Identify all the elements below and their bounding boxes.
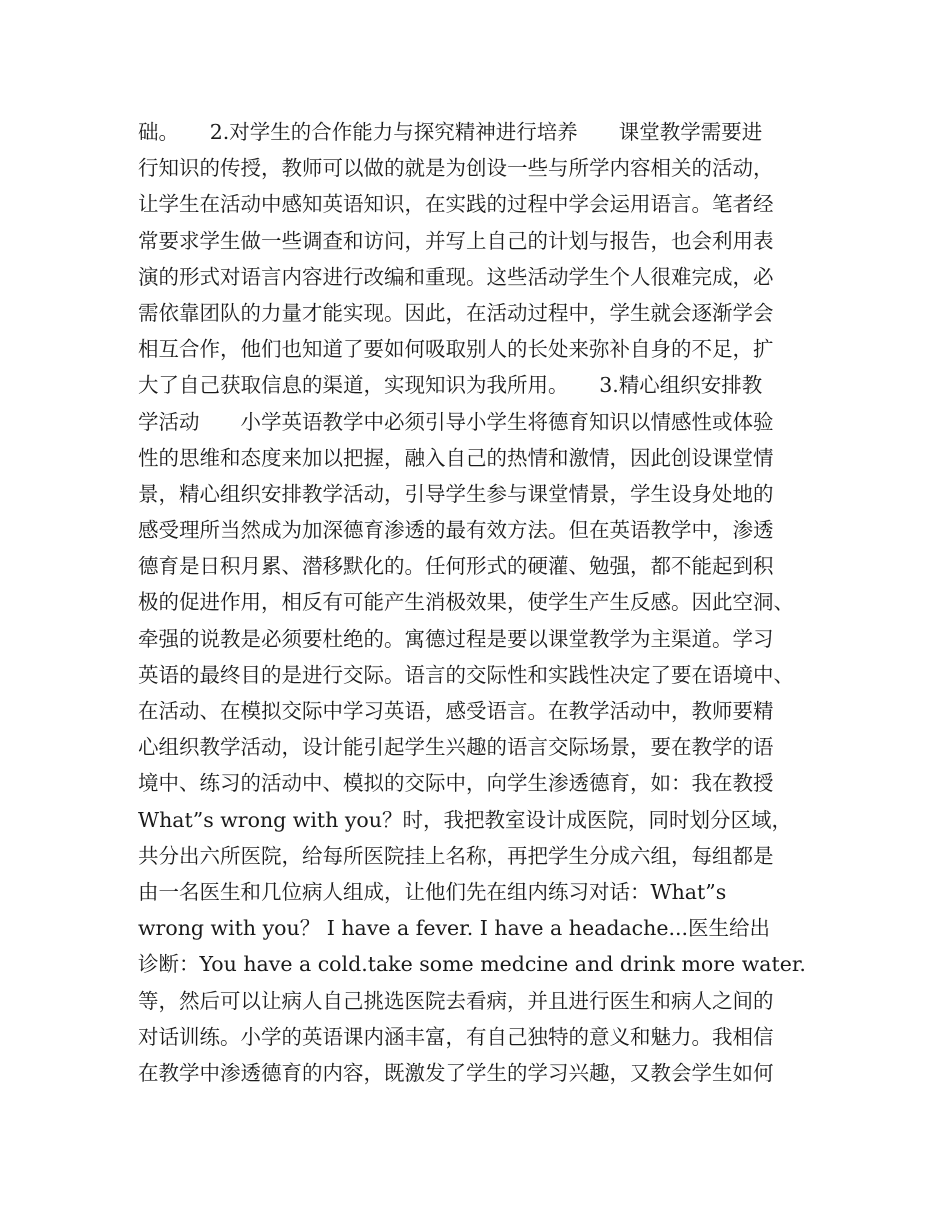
text-line: 由一名医生和几位病人组成，让他们先在组内练习对话：What”s <box>138 879 727 904</box>
text-line: 在教学中渗透德育的内容，既激发了学生的学习兴趣，又教会学生如何 <box>138 1060 774 1085</box>
text-line: 对话训练。小学的英语课内涵丰富，有自己独特的意义和魅力。我相信 <box>138 1024 774 1049</box>
text-line: 牵强的说教是必须要杜绝的。寓德过程是要以课堂教学为主渠道。学习 <box>138 626 774 651</box>
text-line: 演的形式对语言内容进行改编和重现。这些活动学生个人很难完成，必 <box>138 264 774 289</box>
text-line: 境中、练习的活动中、模拟的交际中，向学生渗透德育，如：我在教授 <box>138 771 774 796</box>
body-text <box>138 114 828 1091</box>
text-line: What”s wrong with you？时，我把教室设计成医院，同时划分区域， <box>138 807 792 832</box>
text-line: 行知识的传授，教师可以做的就是为创设一些与所学内容相关的活动， <box>138 156 774 181</box>
text-line: 共分出六所医院，给每所医院挂上名称，再把学生分成六组，每组都是 <box>138 843 774 868</box>
text-line: 相互合作，他们也知道了要如何吸取别人的长处来弥补自身的不足，扩 <box>138 337 774 362</box>
text-line: 英语的最终目的是进行交际。语言的交际性和实践性决定了要在语境中、 <box>138 662 794 687</box>
text-line: 景，精心组织安排教学活动，引导学生参与课堂情景，学生设身处地的 <box>138 481 774 506</box>
text-line: 心组织教学活动，设计能引起学生兴趣的语言交际场景，要在教学的语 <box>138 735 774 760</box>
text-line: 性的思维和态度来加以把握，融入自己的热情和激情，因此创设课堂情 <box>138 445 774 470</box>
text-line: 常要求学生做一些调查和访问，并写上自己的计划与报告，也会利用表 <box>138 228 774 253</box>
text-line: 极的促进作用，相反有可能产生消极效果，使学生产生反感。因此空洞、 <box>138 590 794 615</box>
text-line: 需依靠团队的力量才能实现。因此，在活动过程中，学生就会逐渐学会 <box>138 300 774 325</box>
text-line: 诊断：You have a cold.take some medcine and drink more water. <box>138 952 806 977</box>
text-line: 让学生在活动中感知英语知识，在实践的过程中学会运用语言。笔者经 <box>138 192 774 217</box>
text-line: 等，然后可以让病人自己挑选医院去看病，并且进行医生和病人之间的 <box>138 988 774 1013</box>
text-line: wrong with you？ I have a fever. I have a headache...医生给出 <box>138 916 771 941</box>
text-line: 大了自己获取信息的渠道，实现知识为我所用。 3.精心组织安排教 <box>138 373 763 398</box>
text-line: 德育是日积月累、潜移默化的。任何形式的硬灌、勉强，都不能起到积 <box>138 554 774 579</box>
text-line: 感受理所当然成为加深德育渗透的最有效方法。但在英语教学中，渗透 <box>138 518 774 543</box>
text-line: 学活动 小学英语教学中必须引导小学生将德育知识以情感性或体验 <box>138 409 774 434</box>
text-line: 础。 2.对学生的合作能力与探究精神进行培养 课堂教学需要进 <box>138 120 763 144</box>
text-line: 在活动、在模拟交际中学习英语，感受语言。在教学活动中，教师要精 <box>138 699 774 723</box>
